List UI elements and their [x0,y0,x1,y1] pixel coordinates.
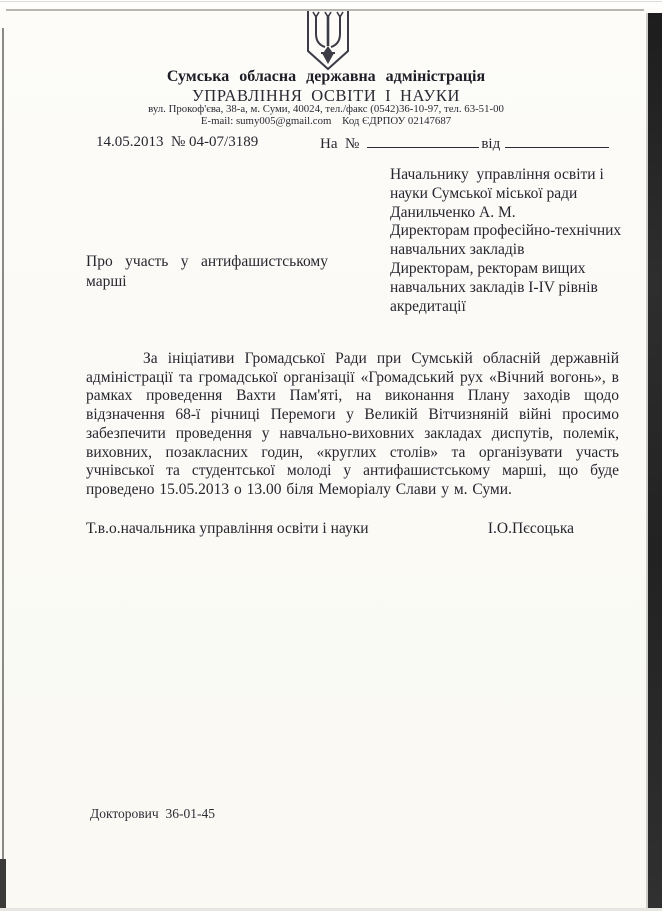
scan-bottom-left-mark [0,859,6,911]
reply-reference [320,134,609,153]
body-paragraph: За ініціативи Громадської Ради при Сумській обласній державній адміністрації та громадської організації «Громадський рух «Вічний вогонь», в рамках проведення Вахти Пам'яті, на виконання Плану заходів щодо відзначення 68-ї річниці Перемоги у Великій Вітчизняній війні просимо забезпечити проведення у навчально-виховних закладах диспутів, полемік, виховних, позакласних годин, «круглих столів» та організувати участь учнівської та студентської молоді у антифашистському марші, що буде проведено 15.05.2013 о 13.00 біля Меморіалу Слави у м. Суми. [86,350,619,498]
recipient-line: Директорам, ректорам вищих [390,259,586,277]
scan-right-dark-strip [646,13,662,911]
scan-top-hairline [0,1,662,2]
reply-number-label: На № [320,136,360,152]
recipient-line: Директорам професійно-технічних [390,222,622,240]
signature-name: І.О.Пєсоцька [487,520,574,537]
recipient-line: Начальнику управління освіти і [390,166,604,183]
recipient-line: навчальних закладів [390,241,525,259]
recipient-line: навчальних закладів I-IV рівнів [390,278,598,296]
executor-line: Докторович 36-01-45 [90,806,215,821]
outgoing-date-number: 14.05.2013 № 04-07/3189 [96,134,259,150]
signature-row [86,520,574,538]
subject-line: Про участь у антифашистському марші [86,253,328,290]
org-unit: УПРАВЛІННЯ ОСВІТИ І НАУКИ [192,86,460,105]
org-address: вул. Прокоф'єва, 38-а, м. Суми, 40024, тел./факс (0542)36-10-97, тел. 63-51-00 [148,103,504,115]
scan-left-edge-line [2,28,4,911]
org-email-line: E-mail: sumy005@gmail.com Код ЄДРПОУ 02147687 [200,115,452,127]
ukraine-trident-emblem [302,10,354,72]
org-name: Сумська обласна державна адміністрація [166,68,486,85]
reply-date-blank [505,134,609,148]
reply-from-label: від [481,136,501,152]
recipient-line: Данильченко А. М. [390,203,516,221]
recipient-line: науки Сумської міської ради [390,184,578,202]
recipient-line: акредитації [390,297,466,315]
recipients-block [390,166,640,316]
signature-title: Т.в.о.начальника управління освіти і науки [86,520,369,537]
reply-number-blank [367,134,479,148]
